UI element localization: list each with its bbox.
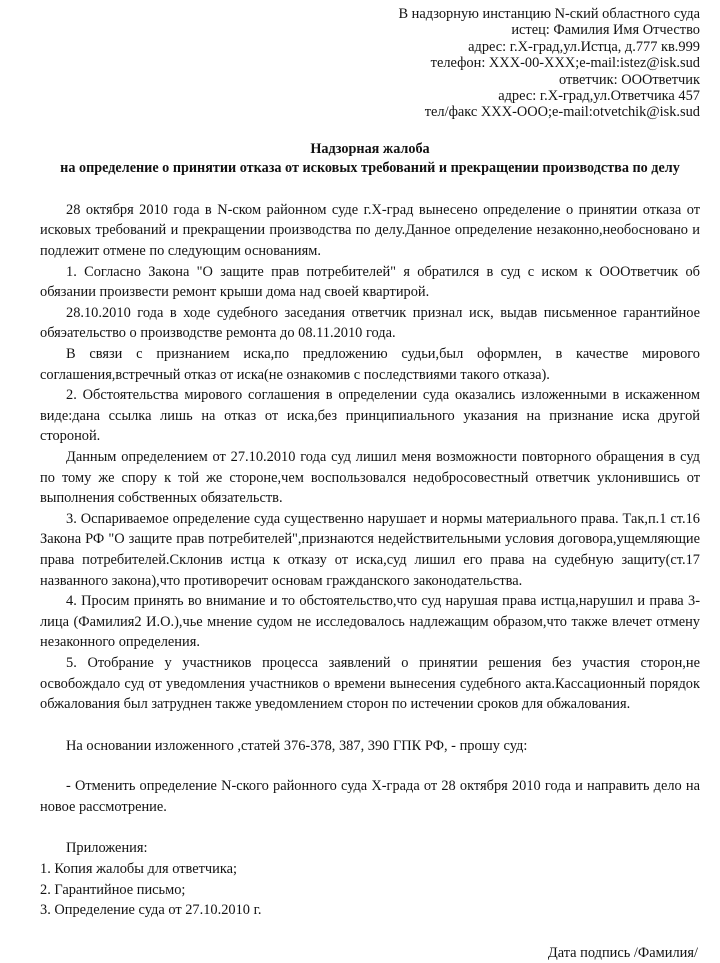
attachments-list <box>40 859 700 921</box>
petition-block <box>40 736 700 818</box>
attachments-block <box>40 838 700 920</box>
document-title-block <box>40 140 700 178</box>
addressee-plaintiff: истец: Фамилия Имя Отчество <box>511 22 700 39</box>
list-item: 2. Гарантийное письмо; <box>40 881 186 898</box>
attachments-heading: Приложения: <box>66 840 148 857</box>
signature-line: Дата подпись /Фамилия/ <box>547 944 698 961</box>
body-paragraph-2b: Данным определением от 27.10.2010 года суд лишил меня возможности повторного обращения в суд по тому же спору к той же стороне,чем воспользовался недобросовестный ответчик уклонившись от выполнения собственных обязательств. <box>40 448 700 507</box>
petition-spacer-mid <box>40 756 700 776</box>
petition-basis: На основании изложенного ,статей 376-378, 387, 390 ГПК РФ, - прошу суд: <box>66 737 528 754</box>
list-item: 3. Определение суда от 27.10.2010 г. <box>40 902 262 919</box>
body-paragraph-1: 1. Согласно Закона "О защите прав потребителей" я обратился в суд с иском к ОООтветчик об обязании произвести ремонт крыши дома над своей квартирой. <box>40 263 700 301</box>
body-paragraph-3: 3. Оспариваемое определение суда существенно нарушает и нормы материального права. Так,п.1 ст.16 Закона РФ "О защите прав потребителей",признаются недействительными условия договора,ущемляющие права потребителей.Склонив истца к отказу от иска,суд лишил его права на судебную защиту(ст.17 названного закона),что противоречит основам гражданского законодательства. <box>40 510 700 589</box>
body-paragraph-1c: В связи с признанием иска,по предложению судьи,был оформлен, в качестве мирового соглашения,встречный отказ от иска(не ознакомив с последствиями такого отказа). <box>40 346 700 383</box>
body-paragraph-5: 5. Отобрание у участников процесса заявлений о принятии решения без участия сторон,не освобождало суд от уведомления участников о времени вынесения судебного акта.Кассационный порядок обжалования был затруднен также уведомлением сторон по истечении сроков для обжалования. <box>40 654 700 713</box>
addressee-block <box>40 6 700 121</box>
page-title: Надзорная жалоба <box>310 140 430 157</box>
addressee-defendant: ответчик: ОООтветчик <box>559 71 700 88</box>
body-paragraph-4: 4. Просим принять во внимание и то обстоятельство,что суд нарушая права истца,нарушил и права 3-лица (Фамилия2 И.О.),чье мнение судом не исследовалось надлежащим образом,что также влечет отмену незаконного определения. <box>40 593 700 651</box>
document-subtitle: на определение о принятии отказа от исковых требований и прекращении производства по делу <box>60 159 680 176</box>
body-paragraph-1b: 28.10.2010 года в ходе судебного заседания ответчик признал иск, выдав письменное гарантийное обяэательство о производстве ремонта до 08.11.2010 года. <box>40 304 700 342</box>
addressee-defendant-address: адрес: г.Х-град,ул.Ответчика 457 <box>498 88 700 105</box>
list-item: 1. Копия жалобы для ответчика; <box>40 861 238 878</box>
addressee-court: В надзорную инстанцию N-ский областного суда <box>398 6 700 22</box>
addressee-defendant-contacts: тел/факс XXX-ООО;e-mail:otvetchik@isk.sud <box>424 104 700 121</box>
petition-spacer-top <box>40 715 700 736</box>
body-paragraph-2: 2. Обстоятельства мирового соглашения в определении суда оказались изложенными в искаженном виде:дана ссылка лишь на отказ от иска,без принципиального указания на признание иска другой стороной. <box>40 387 700 445</box>
body-paragraph-intro: 28 октября 2010 года в N-ском районном суде г.Х-град вынесено определение о принятии отказа от исковых требований и прекращении производства по делу.Данное определение незаконно,необосновано и подлежит отмене по следующим основаниям. <box>40 201 700 260</box>
addressee-plaintiff-address: адрес: г.Х-град,ул.Истца, д.777 кв.999 <box>468 38 700 55</box>
petition-request: - Отменить определение N-ского районного суда Х-града от 28 октября 2010 года и направить дело на новое рассмотрение. <box>40 778 700 815</box>
document-body <box>40 200 700 715</box>
addressee-plaintiff-contacts: телефон: XXX-00-XXX;e-mail:istez@isk.sud <box>430 55 700 72</box>
